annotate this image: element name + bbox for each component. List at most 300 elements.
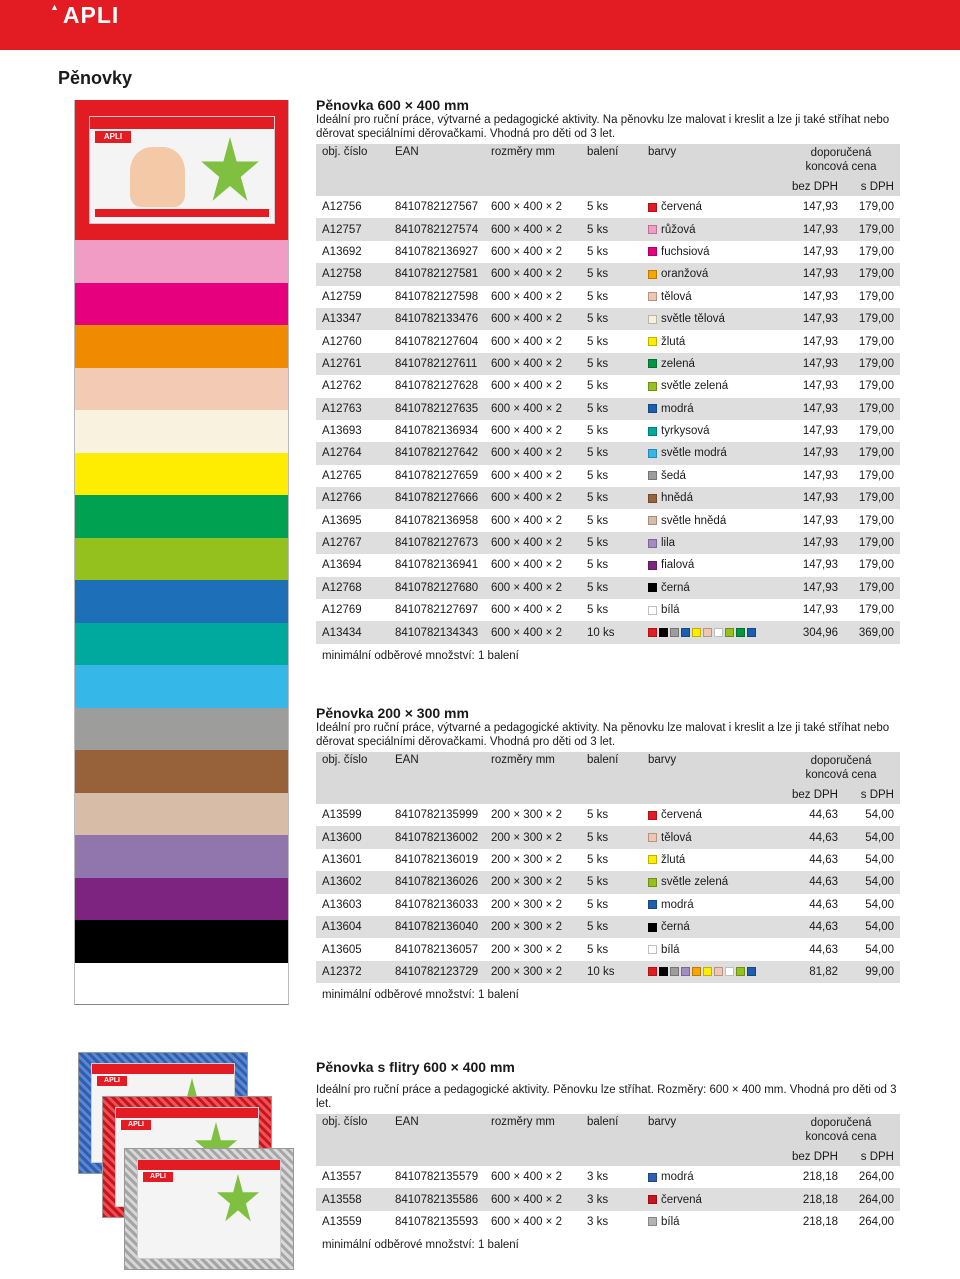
cell-price-gross: 179,00 <box>858 245 894 258</box>
color-chip-icon <box>648 1217 657 1226</box>
cell-price-net: 147,93 <box>802 514 838 527</box>
color-chip-icon <box>681 967 690 976</box>
cell-price-gross: 179,00 <box>858 604 894 617</box>
cell-price-net: 147,93 <box>802 604 838 617</box>
cell-price-net: 44,63 <box>782 826 844 848</box>
cell-size: 600 × 400 × 2 <box>491 335 562 348</box>
cell-price-net: 147,93 <box>802 290 838 303</box>
color-chip-icon <box>747 967 756 976</box>
cell-ean: 8410782136040 <box>389 916 485 938</box>
cell-ean: 8410782127666 <box>389 487 485 509</box>
cell-ean: 8410782127611 <box>389 353 485 375</box>
table-row <box>316 916 900 938</box>
color-chip-icon <box>648 494 657 503</box>
cell-pack: 5 ks <box>581 577 642 599</box>
glitter-foam-blue-image: APLI <box>78 1052 248 1174</box>
color-chip-icon <box>648 628 657 637</box>
color-chip-icon <box>714 628 723 637</box>
cell-size: 600 × 400 × 2 <box>485 532 581 554</box>
cell-size: 200 × 300 × 2 <box>491 853 562 866</box>
foam-color-swatch <box>74 665 289 708</box>
cell-pack: 5 ks <box>581 398 642 420</box>
cell-obj: A13604 <box>316 916 389 938</box>
cell-pack: 10 ks <box>581 621 642 643</box>
cell-size: 600 × 400 × 2 <box>485 442 581 464</box>
cell-price-gross: 179,00 <box>858 469 894 482</box>
minimum-order-note: minimální odběrové množství: 1 balení <box>322 649 519 662</box>
foam-color-swatch <box>74 750 289 793</box>
section-title: Pěnovka 600 × 400 mm <box>316 97 469 113</box>
cell-pack: 5 ks <box>581 916 642 938</box>
cell-price-gross: 179,00 <box>844 532 900 554</box>
cell-ean: 8410782127628 <box>395 380 479 393</box>
cell-color <box>642 375 782 397</box>
cell-price-net: 147,93 <box>782 398 844 420</box>
cell-pack: 5 ks <box>587 469 609 482</box>
table-row <box>316 353 900 375</box>
cell-ean: 8410782127567 <box>395 201 479 214</box>
cell-color <box>642 487 782 509</box>
section-penovka-flitry <box>316 1059 900 1251</box>
cell-price-gross: 179,00 <box>844 263 900 285</box>
color-label: fialová <box>661 559 695 572</box>
cell-size: 200 × 300 × 2 <box>485 826 581 848</box>
col-pack-header: balení <box>581 144 642 178</box>
color-chip-icon <box>648 878 657 887</box>
cell-price-gross: 179,00 <box>858 380 894 393</box>
cell-size: 600 × 400 × 2 <box>491 559 562 572</box>
cell-price-gross: 54,00 <box>844 826 900 848</box>
color-chip-icon <box>736 628 745 637</box>
col-size-header: rozměry mm <box>485 144 581 178</box>
cell-obj: A12764 <box>316 442 389 464</box>
cell-pack: 5 ks <box>581 218 642 240</box>
cell-size: 200 × 300 × 2 <box>491 898 562 911</box>
foam-color-swatch <box>74 793 289 836</box>
cell-pack: 5 ks <box>587 809 609 822</box>
cell-size: 600 × 400 × 2 <box>491 290 562 303</box>
cell-price-gross: 179,00 <box>858 201 894 214</box>
cell-price-net: 147,93 <box>782 218 844 240</box>
table-row <box>316 621 900 643</box>
cell-price-net: 147,93 <box>802 335 838 348</box>
color-chip-icon <box>648 292 657 301</box>
cell-ean: 8410782127659 <box>395 469 479 482</box>
table-header-row <box>316 144 900 178</box>
cell-size: 200 × 300 × 2 <box>485 961 581 983</box>
cell-ean: 8410782134343 <box>389 621 485 643</box>
cell-price-net: 304,96 <box>782 621 844 643</box>
section-description: Ideální pro ruční práce a pedagogické aktivity. Pěnovku lze stříhat. Rozměry: 600 × 400 mm. Vhodná pro děti od 3 let. <box>316 1084 897 1110</box>
cell-color <box>642 398 782 420</box>
cell-color <box>642 532 782 554</box>
cell-color <box>642 961 782 983</box>
col-pack-header: balení <box>581 752 642 786</box>
color-label: světle modrá <box>661 447 727 460</box>
cell-size: 600 × 400 × 2 <box>485 308 581 330</box>
apli-logo <box>50 2 119 29</box>
cell-price-gross: 179,00 <box>844 308 900 330</box>
color-label: tělová <box>661 831 692 844</box>
color-chip-icon <box>725 628 734 637</box>
cell-price-net: 44,63 <box>809 853 838 866</box>
color-chip-icon <box>648 945 657 954</box>
cell-price-gross: 369,00 <box>844 621 900 643</box>
table-row <box>316 961 900 983</box>
cell-price-net: 147,93 <box>782 353 844 375</box>
cell-pack: 5 ks <box>581 308 642 330</box>
col-price-header: doporučená koncová cena <box>782 1114 900 1148</box>
cell-price-gross: 179,00 <box>858 514 894 527</box>
cell-size: 200 × 300 × 2 <box>491 809 562 822</box>
color-chip-icon <box>648 539 657 548</box>
cell-obj: A12762 <box>322 380 362 393</box>
section-description: Ideální pro ruční práce, výtvarné a pedagogické aktivity. Na pěnovku lze malovat i kreslit a lze ji také stříhat nebo děrovat speciálními děrovačkami. Vhodná pro děti od 3 let. <box>316 114 890 140</box>
cell-size: 600 × 400 × 2 <box>485 577 581 599</box>
cell-price-gross: 179,00 <box>858 290 894 303</box>
cell-obj: A13600 <box>316 826 389 848</box>
color-chip-icon <box>747 628 756 637</box>
table-row <box>316 196 900 218</box>
cell-color <box>642 621 782 643</box>
color-label: tyrkysová <box>661 425 710 438</box>
color-chip-icon <box>659 628 668 637</box>
cell-obj: A13694 <box>322 559 362 572</box>
color-chip-icon <box>648 427 657 436</box>
cell-price-net: 147,93 <box>802 425 838 438</box>
cell-color <box>642 599 782 621</box>
cell-pack: 5 ks <box>587 380 609 393</box>
cell-pack: 5 ks <box>587 290 609 303</box>
foam-color-swatch <box>74 283 289 326</box>
cell-color <box>642 894 782 916</box>
color-chip-icon <box>648 923 657 932</box>
cell-pack: 5 ks <box>581 442 642 464</box>
cell-obj: A12756 <box>322 201 362 214</box>
cell-color <box>642 826 782 848</box>
cell-ean: 8410782127673 <box>389 532 485 554</box>
foam-color-swatch <box>74 708 289 751</box>
col-price-header: doporučená koncová cena <box>782 144 900 178</box>
color-label: červená <box>661 201 702 214</box>
table-row <box>316 375 900 397</box>
cell-obj: A12761 <box>316 353 389 375</box>
color-chip-icon <box>648 337 657 346</box>
cell-obj: A12759 <box>322 290 362 303</box>
color-chip-icon <box>703 967 712 976</box>
cell-size: 600 × 400 × 2 <box>491 201 562 214</box>
table-row <box>316 871 900 893</box>
cell-price-net: 44,63 <box>809 943 838 956</box>
cell-color <box>642 442 782 464</box>
cell-obj: A13557 <box>322 1171 362 1184</box>
cell-ean: 8410782133476 <box>389 308 485 330</box>
cell-obj: A13558 <box>316 1188 389 1210</box>
cell-color <box>642 1211 782 1233</box>
foam-color-swatch <box>74 963 289 1006</box>
color-chip-icon <box>648 811 657 820</box>
cell-obj: A13559 <box>322 1215 362 1228</box>
cell-color <box>642 465 782 487</box>
cell-size: 600 × 400 × 2 <box>485 263 581 285</box>
color-chip-icon <box>648 359 657 368</box>
cell-size: 600 × 400 × 2 <box>485 487 581 509</box>
col-price-net-header: bez DPH <box>782 1148 844 1166</box>
cell-ean: 8410782127697 <box>395 604 479 617</box>
cell-pack: 5 ks <box>581 353 642 375</box>
cell-obj: A13695 <box>322 514 362 527</box>
col-price-gross-header: s DPH <box>844 178 900 196</box>
cell-size: 600 × 400 × 2 <box>491 425 562 438</box>
table-row <box>316 1188 900 1210</box>
cell-ean: 8410782135593 <box>395 1215 479 1228</box>
foam-color-swatch <box>74 410 289 453</box>
cell-obj: A12767 <box>316 532 389 554</box>
color-chip-icon <box>681 628 690 637</box>
section-title: Pěnovka s flitry 600 × 400 mm <box>316 1059 515 1075</box>
cell-size: 200 × 300 × 2 <box>485 871 581 893</box>
cell-price-net: 147,93 <box>782 442 844 464</box>
cell-price-gross: 179,00 <box>858 559 894 572</box>
glitter-foam-red-image: APLI <box>102 1096 272 1218</box>
cell-pack: 5 ks <box>587 853 609 866</box>
cell-size: 600 × 400 × 2 <box>491 514 562 527</box>
page-title: Pěnovky <box>58 68 133 88</box>
cell-ean: 8410782136934 <box>395 425 479 438</box>
section-description: Ideální pro ruční práce, výtvarné a pedagogické aktivity. Na pěnovku lze malovat i kreslit a lze ji také stříhat nebo děrovat speciálními děrovačkami. Vhodná pro děti od 3 let. <box>316 722 890 748</box>
table-row <box>316 487 900 509</box>
table-row <box>316 263 900 285</box>
cell-pack: 5 ks <box>581 532 642 554</box>
cell-price-gross: 54,00 <box>865 943 894 956</box>
cell-price-net: 218,18 <box>782 1188 844 1210</box>
cell-ean: 8410782136019 <box>395 853 479 866</box>
color-chip-icon <box>670 967 679 976</box>
color-chip-icon <box>648 270 657 279</box>
table-row <box>316 532 900 554</box>
cell-color <box>642 871 782 893</box>
cell-size: 600 × 400 × 2 <box>485 398 581 420</box>
cell-price-net: 44,63 <box>782 916 844 938</box>
color-label: zelená <box>661 357 695 370</box>
cell-price-gross: 54,00 <box>865 809 894 822</box>
section-penovka-200x300 <box>316 705 900 1001</box>
cell-ean: 8410782123729 <box>389 961 485 983</box>
col-color-header: barvy <box>642 1114 782 1148</box>
foam-color-swatch <box>74 240 289 283</box>
cell-pack: 5 ks <box>587 425 609 438</box>
color-chip-icon <box>648 967 657 976</box>
cell-pack: 5 ks <box>587 245 609 258</box>
cell-obj: A12765 <box>322 469 362 482</box>
foam-color-swatch <box>74 538 289 581</box>
cell-color <box>642 218 782 240</box>
table-subheader-row <box>316 1148 900 1166</box>
cell-price-net: 81,82 <box>782 961 844 983</box>
table-row <box>316 826 900 848</box>
table-header-row <box>316 1114 900 1148</box>
cell-price-gross: 179,00 <box>844 577 900 599</box>
col-obj-header: obj. číslo <box>316 1114 389 1148</box>
color-chip-icon <box>648 561 657 570</box>
foam-color-swatch <box>74 368 289 411</box>
cell-ean: 8410782136958 <box>395 514 479 527</box>
foam-color-swatch <box>74 835 289 878</box>
cell-obj: A13605 <box>322 943 362 956</box>
cell-color <box>642 577 782 599</box>
col-size-header: rozměry mm <box>485 752 581 786</box>
table-row <box>316 308 900 330</box>
table-row <box>316 286 900 308</box>
color-label: světle hnědá <box>661 514 727 527</box>
col-price-header: doporučená koncová cena <box>782 752 900 786</box>
cell-obj: A13603 <box>322 898 362 911</box>
foam-color-swatch <box>74 623 289 666</box>
cell-price-net: 147,93 <box>782 532 844 554</box>
color-chip-icon <box>648 855 657 864</box>
cell-price-gross: 179,00 <box>844 487 900 509</box>
color-chip-icon <box>648 1195 657 1204</box>
table-row <box>316 218 900 240</box>
cell-size: 200 × 300 × 2 <box>491 943 562 956</box>
col-price-net-header: bez DPH <box>782 178 844 196</box>
cell-color <box>642 241 782 263</box>
cell-pack: 3 ks <box>581 1188 642 1210</box>
cell-color <box>642 804 782 826</box>
cell-obj: A12757 <box>316 218 389 240</box>
product-table <box>316 144 900 644</box>
foam-color-swatch <box>74 878 289 921</box>
cell-price-net: 44,63 <box>782 871 844 893</box>
color-label: světle tělová <box>661 313 725 326</box>
cell-price-gross: 179,00 <box>844 218 900 240</box>
col-obj-header: obj. číslo <box>316 752 389 786</box>
cell-size: 600 × 400 × 2 <box>491 604 562 617</box>
color-chip-icon <box>648 225 657 234</box>
cell-ean: 8410782127604 <box>395 335 479 348</box>
cell-pack: 5 ks <box>587 559 609 572</box>
minimum-order-note: minimální odběrové množství: 1 balení <box>322 1239 519 1252</box>
color-chip-icon <box>648 583 657 592</box>
color-chip-icon <box>692 967 701 976</box>
color-label: světle zelená <box>661 380 729 393</box>
cell-price-gross: 179,00 <box>844 398 900 420</box>
color-label: bílá <box>661 943 680 956</box>
product-package-image: APLI <box>89 116 275 224</box>
cell-obj: A12763 <box>316 398 389 420</box>
foam-color-swatch <box>74 325 289 368</box>
cell-price-net: 147,93 <box>802 245 838 258</box>
cell-color <box>642 916 782 938</box>
table-row <box>316 398 900 420</box>
cell-price-net: 147,93 <box>782 577 844 599</box>
section-penovka-600x400 <box>316 97 900 662</box>
col-ean-header: EAN <box>389 752 485 786</box>
cell-pack: 10 ks <box>581 961 642 983</box>
color-chip-icon <box>692 628 701 637</box>
cell-obj: A12760 <box>322 335 362 348</box>
cell-color <box>642 938 782 960</box>
color-label: lila <box>661 537 676 550</box>
table-row <box>316 509 900 531</box>
cell-size: 600 × 400 × 2 <box>485 621 581 643</box>
color-chip-icon <box>648 516 657 525</box>
cell-price-net: 218,18 <box>802 1171 838 1184</box>
table-row <box>316 599 900 621</box>
col-pack-header: balení <box>581 1114 642 1148</box>
cell-pack: 5 ks <box>581 826 642 848</box>
cell-pack: 3 ks <box>587 1215 609 1228</box>
color-chip-icon <box>648 449 657 458</box>
cell-obj: A13601 <box>322 853 362 866</box>
table-row <box>316 804 900 826</box>
cell-obj: A13693 <box>322 425 362 438</box>
cell-price-gross: 179,00 <box>844 442 900 464</box>
cell-price-net: 147,93 <box>802 380 838 393</box>
color-chip-icon <box>648 404 657 413</box>
color-label: hnědá <box>661 492 693 505</box>
color-chip-icon <box>648 471 657 480</box>
cell-ean: 8410782127642 <box>389 442 485 464</box>
foam-color-swatch <box>74 580 289 623</box>
cell-pack: 5 ks <box>587 201 609 214</box>
cell-color <box>642 849 782 871</box>
cell-color <box>642 509 782 531</box>
cell-pack: 3 ks <box>587 1171 609 1184</box>
color-label: žlutá <box>661 335 686 348</box>
color-label: bílá <box>661 1215 680 1228</box>
table-row <box>316 1211 900 1233</box>
cell-obj: A12768 <box>316 577 389 599</box>
cell-ean: 8410782136057 <box>395 943 479 956</box>
table-row <box>316 442 900 464</box>
color-chip-icon <box>648 382 657 391</box>
color-chip-icon <box>703 628 712 637</box>
cell-size: 600 × 400 × 2 <box>491 1171 562 1184</box>
color-label: šedá <box>661 469 686 482</box>
col-color-header: barvy <box>642 752 782 786</box>
cell-pack: 5 ks <box>581 487 642 509</box>
color-label: tělová <box>661 290 692 303</box>
cell-color <box>642 286 782 308</box>
color-label: modrá <box>661 898 694 911</box>
cell-ean: 8410782136033 <box>395 898 479 911</box>
cell-pack: 5 ks <box>587 943 609 956</box>
cell-price-net: 147,93 <box>802 559 838 572</box>
col-ean-header: EAN <box>389 1114 485 1148</box>
cell-obj: A12758 <box>316 263 389 285</box>
cell-size: 600 × 400 × 2 <box>485 353 581 375</box>
cell-price-gross: 54,00 <box>865 898 894 911</box>
cell-obj: A13434 <box>316 621 389 643</box>
table-row <box>316 938 900 960</box>
table-row <box>316 1166 900 1188</box>
col-size-header: rozměry mm <box>485 1114 581 1148</box>
cell-color <box>642 1188 782 1210</box>
cell-price-net: 44,63 <box>809 898 838 911</box>
table-row <box>316 894 900 916</box>
col-price-net-header: bez DPH <box>782 786 844 804</box>
cell-price-gross: 264,00 <box>858 1215 894 1228</box>
table-row <box>316 554 900 576</box>
color-label: černá <box>661 921 690 934</box>
cell-size: 600 × 400 × 2 <box>491 1215 562 1228</box>
col-obj-header: obj. číslo <box>316 144 389 178</box>
col-price-gross-header: s DPH <box>844 1148 900 1166</box>
glitter-foam-silver-image: APLI <box>124 1148 294 1270</box>
cell-pack: 5 ks <box>587 604 609 617</box>
cell-color <box>642 554 782 576</box>
